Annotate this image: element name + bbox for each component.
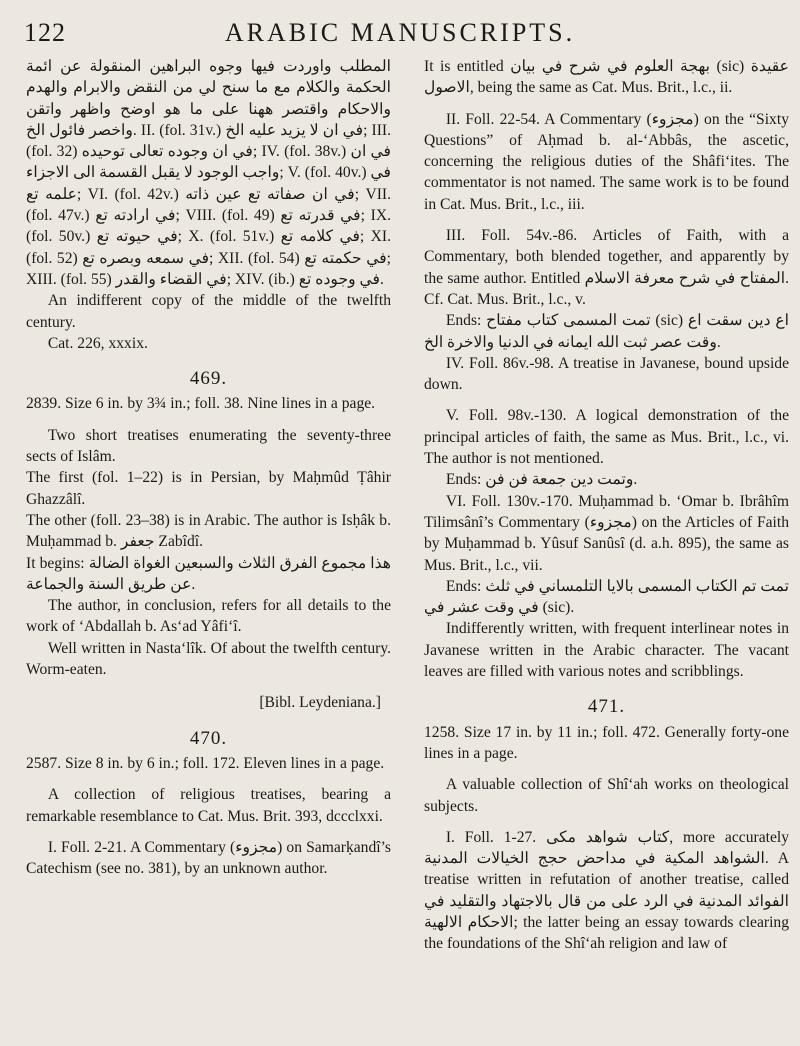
description-paragraph: Two short treatises enumerating the seventy-three sects of Islâm. <box>26 426 391 466</box>
right-column <box>424 56 789 955</box>
incipit-paragraph: It begins: هذا مجموع الفرق الثلاث والسبعين الغواة الضالة عن طريق السنة والجماعة. <box>26 554 392 593</box>
description-paragraph: V. Foll. 98v.-130. A logical demonstration of the principal articles of faith, the same as Mus. Brit., l.c., vi. The author is not mentioned. <box>424 407 789 468</box>
entry-number-470: 470. <box>189 727 228 749</box>
catalogue-reference: Cat. 226, xxxix. <box>47 334 148 352</box>
running-title: ARABIC MANUSCRIPTS. <box>224 18 576 47</box>
description-paragraph: An indifferent copy of the middle of the twelfth century. <box>26 292 391 331</box>
description-paragraph: I. Foll. 2-21. A Commentary (مجزوء) on Samarḳandî’s Catechism (see no. 381), by an unknown author. <box>26 838 392 878</box>
entry-number-469: 469. <box>189 368 228 390</box>
description-paragraph: The first (fol. 1–22) is in Persian, by Maḥmûd Ṭâhir Ghazzâlî. <box>26 469 391 508</box>
description-paragraph: The author, in conclusion, refers for all details to the work of ‘Abdallah b. As‘ad Yâfi‘î. <box>26 597 391 636</box>
explicit-paragraph: Ends: تمت المسمى كتاب مفتاح (sic) اع دين سقت اع وقت عصر ثبت الله ايمانه في الدنيا والاخرة الخ. <box>424 312 789 351</box>
description-paragraph: Well written in Nasta‘lîk. Of about the twelfth century. Worm-eaten. <box>26 639 391 679</box>
page-header <box>0 8 800 56</box>
description-paragraph: VI. Foll. 130v.-170. Muḥammad b. ‘Omar b. Ibrâhîm Tilimsânî’s Commentary (مجزوء) on the Articles of Faith by Muḥammad b. Yûsuf Sanûsî (d. a.h. 895), the same as Mus. Brit., l.c., vii. <box>424 492 789 574</box>
size-line: 2839. Size 6 in. by 3¾ in.; foll. 38. Nine lines in a page. <box>26 395 376 413</box>
description-paragraph: Indifferently written, with frequent interlinear notes in Javanese written in the Arabic character. The vacant leaves are filled with various notes and scribblings. <box>424 620 789 681</box>
size-line: 1258. Size 17 in. by 11 in.; foll. 472. Generally forty-one lines in a page. <box>424 723 789 762</box>
page-number: 122 <box>24 18 66 47</box>
description-paragraph: A valuable collection of Shî‘ah works on theological subjects. <box>424 776 789 815</box>
bibliographic-note: [Bibl. Leydeniana.] <box>259 694 381 712</box>
description-paragraph: I. Foll. 1-27. كتاب شواهد مكى, more accurately الشواهد المكية في مداحض حجج الخيالات المدنية. A treatise written in refutation of another treatise, called الفوائد المدنية في الرد على من قال بالاجتهاد والتقليد في الاحكام الالهية; the latter being an essay towards clearing the foundations of the Shî‘ah religion and law of <box>424 828 790 953</box>
description-paragraph: III. Foll. 54v.-86. Articles of Faith, with a Commentary, both blended together, and apparently by the same author. Entitled المفتاح في شرح معرفة الاسلام. Cf. Cat. Mus. Brit., l.c., v. <box>424 227 789 308</box>
explicit-paragraph: Ends: تمت تم الكتاب المسمى بالايا التلمساني في ثلث في وقت عشر في (sic). <box>424 577 790 617</box>
description-paragraph: IV. Foll. 86v.-98. A treatise in Javanese, bound upside down. <box>424 354 789 394</box>
arabic-contents-paragraph: المطلب واوردت فيها وجوه البراهين المنقولة عن ائمة الحكمة والكلام مع ما سنح لي من النقض والابرام والهدم والاحكام واقتصر ههنا على ما هو اوضح واظهر واتقن واخصر فائول الخ. II. (fol. 31v.) في ان لا يزيد عليه الخ; III. (fol. 32) في ان وجوده تعالى توحيده; IV. (fol. 38v.) في ان واجب الوجود لا يقبل القسمة الى الاجزاء; V. (fol. 40v.) في علمه تع; VI. (fol. 42v.) في ان صفاته تع عين ذاته; VII. (fol. 47v.) في ارادته تع; VIII. (fol. 49) في قدرته تع; IX. (fol. 50v.) في حيوته تع; X. (fol. 51v.) في كلامه تع; XI. (fol. 52) في سمعه وبصره تع; XII. (fol. 54) في حكمته تع; XIII. (fol. 55) في القضاء والقدر; XIV. (ib.) في وجوده تع. <box>26 58 392 288</box>
description-paragraph: It is entitled بهجة العلوم في شرح في بيان (sic) عقيدة الاصول, being the same as Cat. Mus. Brit., l.c., ii. <box>424 58 789 97</box>
description-paragraph: The other (foll. 23–38) is in Arabic. The author is Isḥâk b. Muḥammad b. جعفر Zabîdî. <box>26 511 391 551</box>
left-column <box>26 56 391 879</box>
description-paragraph: A collection of religious treatises, bearing a remarkable resemblance to Cat. Mus. Brit. 393, dccclxxi. <box>26 786 391 825</box>
explicit-paragraph: Ends: وتمت دين جمعة فن فن. <box>445 471 638 489</box>
size-line: 2587. Size 8 in. by 6 in.; foll. 172. Eleven lines in a page. <box>26 754 385 772</box>
description-paragraph: II. Foll. 22-54. A Commentary (مجزوء) on the “Sixty Questions” of Aḥmad b. al-‘Abbâs, the ascetic, concerning the religious duties of the Shâfi‘ites. The commentator is not named. The same work is to be found in Cat. Mus. Brit., l.c., iii. <box>424 110 789 213</box>
entry-number-471: 471. <box>587 696 626 718</box>
